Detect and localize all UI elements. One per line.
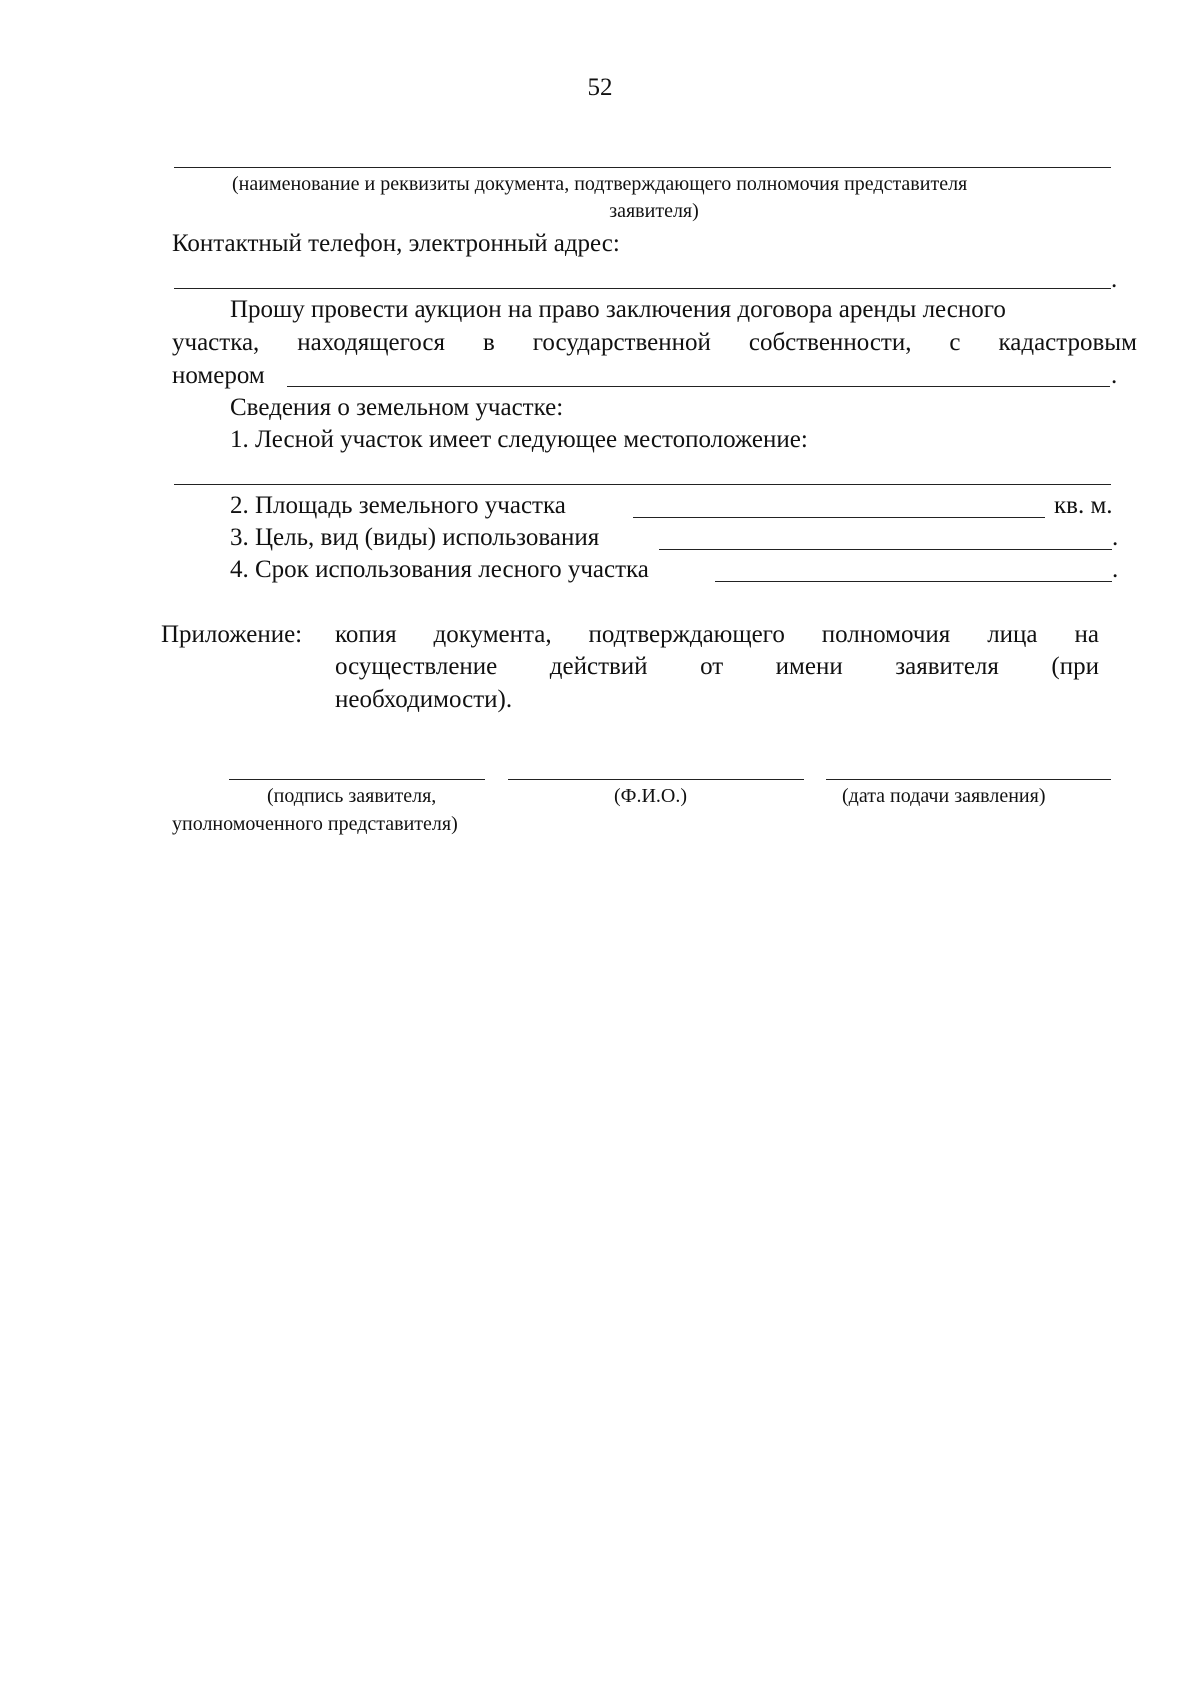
attachment-word: документа, bbox=[433, 621, 552, 648]
cadastral-number-blank-line bbox=[287, 386, 1110, 387]
date-caption: (дата подачи заявления) bbox=[842, 785, 1046, 807]
request-line-2 bbox=[172, 327, 1137, 359]
plot-area-label: 2. Площадь земельного участка bbox=[230, 492, 566, 519]
request-word: с bbox=[949, 329, 961, 356]
signature-caption-continued: уполномоченного представителя) bbox=[172, 813, 458, 835]
representative-doc-blank-line bbox=[174, 167, 1111, 168]
date-blank-line bbox=[826, 779, 1111, 780]
plot-area-blank-line bbox=[633, 517, 1045, 518]
attachment-word: на bbox=[1074, 621, 1099, 648]
plot-area-unit: кв. м. bbox=[1054, 492, 1113, 519]
signature-caption: (подпись заявителя, bbox=[267, 785, 437, 807]
attachment-word: имени bbox=[775, 653, 843, 680]
attachment-word: (при bbox=[1051, 653, 1099, 680]
plot-purpose-label: 3. Цель, вид (виды) использования bbox=[230, 524, 600, 551]
attachment-word: подтверждающего bbox=[588, 621, 785, 648]
request-line-1: Прошу провести аукцион на право заключения договора аренды лесного bbox=[230, 296, 1006, 323]
attachment-line-2 bbox=[335, 651, 1099, 683]
request-word: находящегося bbox=[297, 329, 445, 356]
contact-label: Контактный телефон, электронный адрес: bbox=[172, 230, 620, 257]
attachment-line-1 bbox=[335, 619, 1099, 651]
plot-info-heading: Сведения о земельном участке: bbox=[230, 394, 564, 421]
attachment-word: лица bbox=[987, 621, 1038, 648]
name-blank-line bbox=[508, 779, 804, 780]
attachment-word: заявителя bbox=[895, 653, 999, 680]
attachment-word: осуществление bbox=[335, 653, 498, 680]
representative-doc-caption-continued: заявителя) bbox=[609, 200, 699, 222]
attachment-word: от bbox=[700, 653, 724, 680]
contact-period: . bbox=[1111, 266, 1118, 293]
plot-location-blank-line bbox=[174, 484, 1111, 485]
request-word: кадастровым bbox=[998, 329, 1137, 356]
request-word: государственной bbox=[532, 329, 711, 356]
request-word: в bbox=[482, 329, 495, 356]
request-word: собственности, bbox=[748, 329, 912, 356]
signature-blank-line bbox=[229, 779, 485, 780]
plot-purpose-blank-line bbox=[659, 549, 1112, 550]
attachment-label: Приложение: bbox=[161, 621, 303, 648]
plot-term-period: . bbox=[1112, 556, 1119, 583]
plot-purpose-period: . bbox=[1112, 524, 1119, 551]
cadastral-number-period: . bbox=[1111, 362, 1118, 389]
page-number: 52 bbox=[587, 74, 613, 101]
representative-doc-caption: (наименование и реквизиты документа, подтверждающего полномочия представителя bbox=[232, 173, 968, 195]
contact-blank-line bbox=[174, 288, 1111, 289]
name-caption: (Ф.И.О.) bbox=[614, 785, 688, 807]
request-word: участка, bbox=[172, 329, 260, 356]
attachment-word: действий bbox=[549, 653, 648, 680]
attachment-word: копия bbox=[335, 621, 397, 648]
plot-term-blank-line bbox=[715, 581, 1112, 582]
attachment-word: полномочия bbox=[821, 621, 951, 648]
cadastral-number-label: номером bbox=[172, 362, 265, 389]
attachment-line-3: необходимости). bbox=[335, 686, 513, 713]
plot-term-label: 4. Срок использования лесного участка bbox=[230, 556, 649, 583]
plot-location-item: 1. Лесной участок имеет следующее местоположение: bbox=[230, 426, 808, 453]
